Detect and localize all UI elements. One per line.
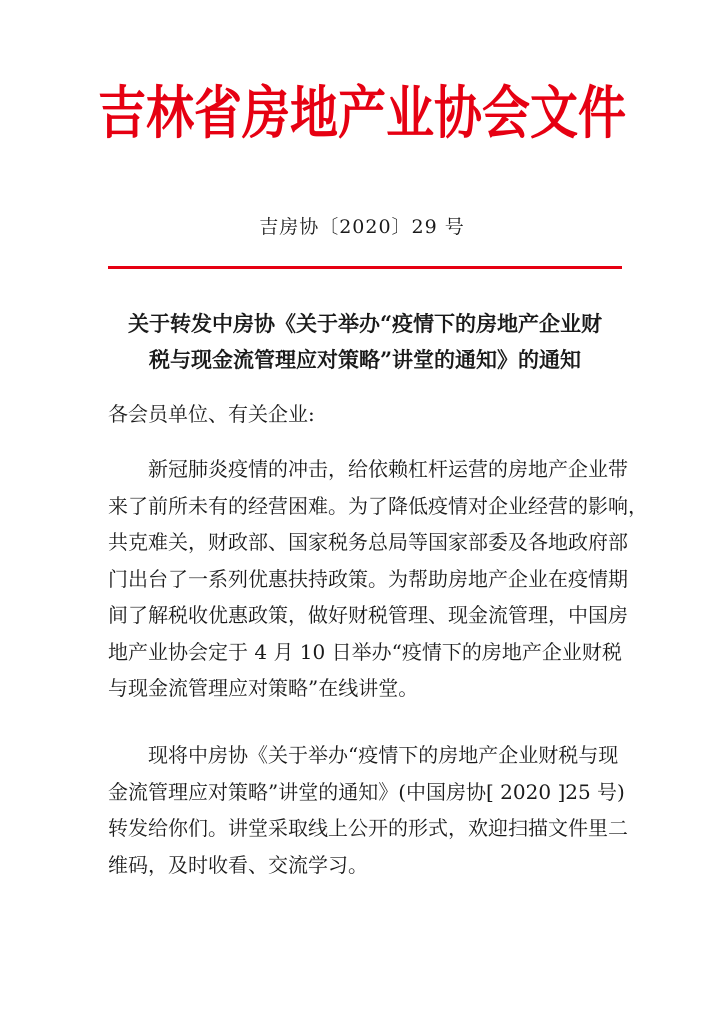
body-paragraph-2 <box>108 737 628 883</box>
paragraph-line: 金流管理应对策略”讲堂的通知》(中国房协[ 2020 ]25 号) <box>108 779 625 804</box>
document-banner-title: 吉林省房地产业协会文件 <box>97 80 626 147</box>
notice-title-line: 税与现金流管理应对策略”讲堂的通知》的通知 <box>148 347 582 372</box>
notice-title <box>100 306 630 378</box>
paragraph-line: 共克难关，财政部、国家税务总局等国家部委及各地政府部 <box>108 530 628 554</box>
red-divider-line <box>108 266 622 269</box>
body-paragraph-1 <box>108 451 648 707</box>
paragraph-line: 门出台了一系列优惠扶持政策。为帮助房地产企业在疫情期 <box>108 566 628 591</box>
paragraph-line: 与现金流管理应对策略”在线讲堂。 <box>108 676 419 700</box>
paragraph-line: 维码，及时收看、交流学习。 <box>108 852 368 877</box>
notice-title-line: 关于转发中房协《关于举办“疫情下的房地产企业财 <box>127 311 603 336</box>
paragraph-line: 现将中房协《关于举办“疫情下的房地产企业财税与现 <box>148 743 619 767</box>
paragraph-line: 间了解税收优惠政策，做好财税管理、现金流管理，中国房 <box>108 603 628 627</box>
document-number: 吉房协〔2020〕29 号 <box>259 216 465 238</box>
paragraph-line: 新冠肺炎疫情的冲击，给依赖杠杆运营的房地产企业带 <box>148 457 628 481</box>
salutation: 各会员单位、有关企业: <box>108 402 315 426</box>
paragraph-line: 地产业协会定于 4 月 10 日举办“疫情下的房地产企业财税 <box>108 639 622 664</box>
paragraph-line: 转发给你们。讲堂采取线上公开的形式，欢迎扫描文件里二 <box>108 816 628 840</box>
paragraph-line: 来了前所未有的经营困难。为了降低疫情对企业经营的影响， <box>108 493 648 518</box>
